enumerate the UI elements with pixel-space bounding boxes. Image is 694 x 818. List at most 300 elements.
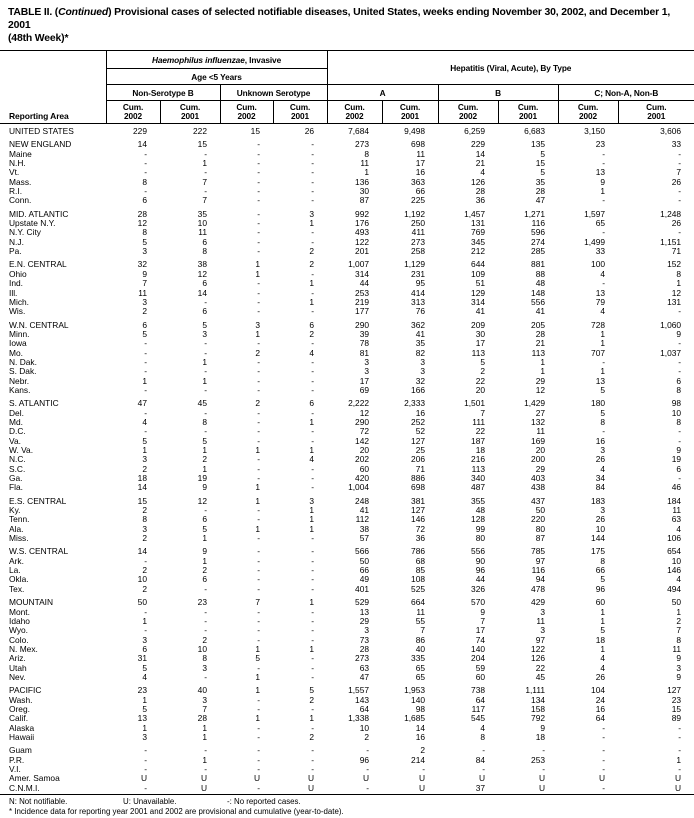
value-cell: 74 (475, 635, 486, 645)
value-cell: - (311, 723, 315, 733)
value-cell: 9 (600, 177, 606, 187)
value-cell: 32 (137, 259, 147, 270)
value-cell: - (204, 339, 207, 349)
value-cell: 98 (415, 704, 426, 714)
value-cell: U (307, 774, 315, 784)
table-row (0, 455, 694, 464)
value-cell: 1 (600, 367, 606, 377)
value-cell: 15 (197, 139, 207, 150)
value-cell: 222 (193, 126, 207, 136)
value-cell: 2 (309, 329, 315, 339)
value-cell: 11 (536, 616, 546, 626)
value-cell: 128 (471, 515, 486, 525)
reporting-area-cell: N.Y. City (9, 228, 41, 238)
value-cell: - (257, 515, 260, 525)
value-cell: 9 (540, 723, 546, 733)
value-cell: 290 (355, 417, 370, 427)
value-cell: - (311, 607, 315, 617)
reporting-area-cell: S. ATLANTIC (9, 398, 59, 409)
value-cell: 2 (142, 534, 147, 544)
value-cell: 1 (540, 357, 546, 367)
value-cell: 545 (471, 714, 486, 724)
value-cell: 3 (364, 626, 370, 636)
value-cell: 229 (133, 126, 147, 136)
value-cell: 12 (671, 288, 682, 298)
table-row (0, 367, 694, 376)
value-cell: - (311, 755, 315, 765)
value-cell: 32 (415, 376, 426, 386)
value-cell: 36 (415, 534, 426, 544)
value-cell: 1 (255, 259, 260, 270)
value-cell: 95 (415, 279, 426, 289)
value-cell: 1 (202, 556, 207, 566)
value-cell: - (257, 219, 260, 229)
value-cell: 35 (535, 177, 546, 187)
value-cell: 28 (535, 329, 546, 339)
value-cell: 2,222 (348, 398, 370, 409)
value-cell: 285 (531, 247, 546, 257)
value-cell: - (311, 168, 315, 178)
value-cell: 1 (202, 357, 207, 367)
value-cell: 1 (202, 446, 207, 455)
value-cell: 65 (415, 663, 426, 673)
value-cell: 8 (676, 269, 682, 279)
value-cell: - (257, 357, 260, 367)
value-cell: 39 (359, 329, 370, 339)
cum-year-header: Cum. 2001 (160, 101, 220, 124)
value-cell: 14 (137, 139, 147, 150)
value-cell: - (311, 436, 315, 446)
value-cell: 2 (309, 695, 315, 705)
reporting-area-cell: Vt. (9, 168, 20, 178)
value-cell: 290 (355, 319, 370, 330)
value-cell: 11 (360, 159, 370, 169)
table-header (0, 51, 694, 124)
value-cell: 785 (531, 546, 546, 557)
value-cell: - (311, 616, 315, 626)
value-cell: 596 (531, 228, 546, 238)
reporting-area-cell: N.J. (9, 237, 24, 247)
value-cell: 17 (359, 376, 370, 386)
value-cell: 9 (676, 446, 682, 455)
value-cell: 5 (309, 685, 315, 696)
table-row (0, 136, 694, 149)
value-cell: - (602, 196, 606, 206)
value-cell: 158 (531, 704, 546, 714)
value-cell: U (498, 784, 558, 795)
value-cell: 1 (309, 219, 315, 229)
value-cell: 6 (309, 319, 315, 330)
value-cell: 229 (471, 139, 486, 150)
value-cell: 1 (600, 616, 606, 626)
reporting-area-cell: Idaho (9, 616, 30, 626)
table-title (8, 6, 688, 45)
value-cell: - (602, 357, 606, 367)
value-cell: - (204, 348, 207, 358)
reporting-area-cell: NEW ENGLAND (9, 139, 72, 150)
value-cell: - (257, 455, 260, 465)
reporting-area-cell: Md. (9, 417, 23, 427)
value-cell: 4 (309, 455, 315, 465)
value-cell: 4 (142, 417, 147, 427)
table-row (0, 784, 694, 795)
value-cell: 71 (671, 247, 682, 257)
value-cell: 72 (415, 524, 426, 534)
value-cell: 1 (142, 616, 147, 626)
value-cell: 2 (142, 464, 147, 474)
value-cell: 9 (676, 329, 682, 339)
reporting-area-cell: Pa. (9, 247, 22, 257)
value-cell: 4 (600, 307, 606, 317)
value-cell: 15 (671, 704, 682, 714)
value-cell: 1 (202, 159, 207, 169)
value-cell: 401 (355, 584, 370, 594)
value-cell: 49 (359, 575, 370, 585)
value-cell: 140 (411, 695, 426, 705)
value-cell: - (678, 474, 682, 484)
cum-year-header: Cum. 2002 (327, 101, 382, 124)
value-cell: - (257, 408, 260, 418)
non-serotype-b-header: Non-Serotype B (106, 85, 220, 101)
reporting-area-cell: Guam (9, 745, 32, 756)
value-cell: 1,499 (584, 237, 606, 247)
value-cell: 30 (359, 187, 370, 197)
value-cell: 7 (420, 626, 426, 636)
value-cell: 664 (411, 597, 426, 608)
value-cell: 89 (671, 714, 682, 724)
reporting-area-cell: W. Va. (9, 446, 34, 455)
value-cell: 3 (142, 455, 147, 465)
value-cell: - (311, 654, 315, 664)
value-cell: 97 (535, 556, 546, 566)
value-cell: - (257, 376, 260, 386)
value-cell: 117 (471, 704, 486, 714)
value-cell: 26 (671, 177, 682, 187)
value-cell: 5 (540, 168, 546, 178)
value-cell: 131 (471, 219, 486, 229)
notifiable-diseases-table (0, 50, 694, 795)
value-cell: - (257, 723, 260, 733)
value-cell: 220 (531, 515, 546, 525)
value-cell: - (311, 288, 315, 298)
value-cell: 219 (355, 297, 370, 307)
value-cell: 769 (471, 228, 486, 238)
table-row (0, 506, 694, 515)
value-cell: 3 (364, 367, 370, 377)
value-cell: 2 (309, 732, 315, 742)
value-cell: 4 (480, 168, 486, 178)
value-cell: 1 (255, 446, 260, 455)
value-cell: U (362, 774, 370, 784)
reporting-area-cell: Maine (9, 149, 32, 159)
table-row (0, 279, 694, 288)
value-cell: - (602, 765, 606, 774)
value-cell: - (678, 196, 682, 206)
value-cell: 66 (359, 566, 370, 576)
value-cell: 3 (540, 626, 546, 636)
value-cell: 1,037 (660, 348, 682, 358)
table-row (0, 247, 694, 256)
cum-year-header: Cum. 2001 (498, 101, 558, 124)
value-cell: 1,007 (348, 259, 370, 270)
value-cell: 96 (595, 584, 606, 594)
value-cell: 728 (591, 319, 606, 330)
value-cell: - (204, 367, 207, 377)
value-cell: 1 (202, 464, 207, 474)
value-cell: 2 (364, 732, 370, 742)
reporting-area-cell: Ky. (9, 506, 21, 516)
value-cell: 9 (676, 654, 682, 664)
value-cell: 5 (600, 575, 606, 585)
value-cell: - (204, 408, 207, 418)
value-cell: 1,004 (348, 483, 370, 493)
table-row (0, 307, 694, 316)
value-cell: - (602, 279, 606, 289)
value-cell: 112 (355, 515, 370, 525)
value-cell: - (257, 436, 260, 446)
value-cell: - (257, 732, 260, 742)
table-row (0, 437, 694, 446)
value-cell: - (257, 635, 260, 645)
table-row (0, 636, 694, 645)
value-cell: 26 (671, 219, 682, 229)
value-cell: 18 (137, 474, 147, 484)
value-cell: 81 (359, 348, 370, 358)
value-cell: 3 (142, 247, 147, 257)
value-cell: 46 (671, 483, 682, 493)
value-cell: 94 (535, 575, 546, 585)
value-cell: 2 (142, 506, 147, 516)
value-cell: 2,333 (404, 398, 426, 409)
value-cell: 13 (137, 714, 147, 724)
value-cell: 1,457 (464, 208, 486, 219)
value-cell: - (257, 159, 260, 169)
value-cell: 13 (595, 288, 606, 298)
value-cell: 17 (475, 339, 486, 349)
value-cell: 3 (600, 506, 606, 516)
value-cell: - (257, 745, 260, 756)
value-cell: 14 (475, 149, 486, 159)
table-row (0, 765, 694, 774)
reporting-area-cell: Fla. (9, 483, 23, 493)
value-cell: 18 (535, 732, 546, 742)
value-cell: 35 (415, 339, 426, 349)
value-cell: - (257, 149, 260, 159)
value-cell: U (538, 774, 546, 784)
value-cell: - (311, 745, 315, 756)
value-cell: - (144, 626, 147, 636)
value-cell: - (257, 566, 260, 576)
value-cell: - (257, 575, 260, 585)
table-row (0, 733, 694, 742)
value-cell: 4 (600, 654, 606, 664)
table-row (0, 395, 694, 408)
value-cell: - (602, 149, 606, 159)
value-cell: - (311, 566, 315, 576)
value-cell: 4 (142, 672, 147, 682)
value-cell: U (382, 784, 438, 795)
value-cell: 10 (137, 575, 147, 585)
value-cell: 79 (595, 297, 606, 307)
table-row (0, 557, 694, 566)
value-cell: 12 (359, 408, 370, 418)
value-cell: 403 (531, 474, 546, 484)
value-cell: 11 (416, 149, 426, 159)
value-cell: 26 (595, 515, 606, 525)
value-cell: 47 (137, 398, 147, 409)
value-cell: 109 (471, 269, 486, 279)
value-cell: 2 (255, 348, 260, 358)
value-cell: 10 (197, 219, 207, 229)
value-cell: - (311, 663, 315, 673)
value-cell: 127 (667, 685, 682, 696)
value-cell: 1,685 (404, 714, 426, 724)
value-cell: - (257, 765, 260, 774)
value-cell: - (327, 784, 382, 795)
value-cell: - (257, 534, 260, 544)
value-cell: - (204, 427, 207, 437)
table-row (0, 575, 694, 584)
table-row (0, 409, 694, 418)
value-cell: - (257, 196, 260, 206)
value-cell: 1,111 (525, 685, 546, 696)
value-cell: 5 (202, 524, 207, 534)
value-cell: - (311, 385, 315, 395)
value-cell: 556 (471, 546, 486, 557)
value-cell: 122 (355, 237, 370, 247)
table-row (0, 682, 694, 695)
value-cell: 10 (595, 524, 606, 534)
value-cell: 78 (359, 339, 370, 349)
age-under5-header: Age <5 Years (106, 69, 327, 85)
reporting-area-cell: Colo. (9, 635, 29, 645)
value-cell: - (311, 474, 315, 484)
value-cell: 2 (255, 398, 260, 409)
value-cell: 136 (355, 177, 370, 187)
table-row (0, 756, 694, 765)
value-cell: - (311, 237, 315, 247)
value-cell: 40 (197, 685, 207, 696)
value-cell: 15 (250, 126, 260, 136)
value-cell: - (678, 307, 682, 317)
value-cell: 3 (420, 367, 426, 377)
value-cell: 52 (415, 427, 426, 437)
reporting-area-cell: W.S. CENTRAL (9, 546, 69, 557)
value-cell: 15 (137, 495, 147, 506)
reporting-area-cell: Ariz. (9, 654, 26, 664)
value-cell: - (204, 506, 207, 516)
reporting-area-cell: PACIFIC (9, 685, 42, 696)
table-row (0, 705, 694, 714)
value-cell: 48 (535, 279, 546, 289)
value-cell: 414 (411, 288, 426, 298)
value-cell: - (678, 159, 682, 169)
value-cell: 36 (475, 196, 486, 206)
value-cell: - (366, 745, 370, 756)
value-cell: 5 (142, 704, 147, 714)
value-cell: 7 (255, 597, 260, 608)
value-cell: 64 (595, 714, 606, 724)
reporting-area-cell: Mo. (9, 348, 23, 358)
value-cell: 10 (359, 723, 370, 733)
value-cell: - (144, 607, 147, 617)
value-cell: 2 (142, 566, 147, 576)
table-row (0, 187, 694, 196)
value-cell: 12 (197, 495, 207, 506)
value-cell: 8 (202, 247, 207, 257)
value-cell: - (602, 723, 606, 733)
reporting-area-cell: N. Mex. (9, 644, 38, 654)
value-cell: - (678, 765, 682, 774)
value-cell: 166 (411, 385, 426, 395)
value-cell: - (311, 339, 315, 349)
value-cell: - (311, 672, 315, 682)
value-cell: 363 (411, 177, 426, 187)
value-cell: 326 (471, 584, 486, 594)
value-cell: 50 (671, 597, 682, 608)
footnote-n: N: Not notifiable. (9, 797, 68, 807)
value-cell: 420 (355, 474, 370, 484)
value-cell: 6 (309, 398, 315, 409)
table-row (0, 645, 694, 654)
value-cell: 1,501 (464, 398, 486, 409)
value-cell: 29 (535, 376, 546, 386)
value-cell: 63 (671, 515, 682, 525)
value-cell: 273 (355, 654, 370, 664)
value-cell: - (257, 626, 260, 636)
value-cell: 29 (535, 464, 546, 474)
value-cell: - (204, 607, 207, 617)
value-cell: - (678, 228, 682, 238)
value-cell: - (257, 584, 260, 594)
value-cell: - (602, 427, 606, 437)
value-cell: 2 (480, 367, 486, 377)
value-cell: 5 (202, 319, 207, 330)
footnote-u: U: Unavailable. (123, 797, 177, 807)
value-cell: - (311, 149, 315, 159)
value-cell: 201 (355, 247, 370, 257)
value-cell: 1 (255, 644, 260, 654)
reporting-area-cell: Okla. (9, 575, 29, 585)
value-cell: - (257, 695, 260, 705)
value-cell: 11 (672, 644, 682, 654)
value-cell: 21 (535, 339, 546, 349)
value-cell: 313 (411, 297, 426, 307)
value-cell: 2 (676, 616, 682, 626)
value-cell: - (482, 765, 486, 774)
value-cell: 16 (415, 408, 426, 418)
value-cell: 9 (202, 483, 207, 493)
value-cell: 1 (309, 515, 315, 525)
value-cell: 792 (531, 714, 546, 724)
value-cell: 50 (359, 556, 370, 566)
value-cell: 6 (142, 196, 147, 206)
value-cell: - (257, 663, 260, 673)
value-cell: 9 (480, 607, 486, 617)
value-cell: 44 (475, 575, 486, 585)
value-cell: 18 (475, 446, 486, 455)
value-cell: 654 (667, 546, 682, 557)
value-cell: 97 (535, 635, 546, 645)
value-cell: 1,429 (524, 398, 546, 409)
value-cell: 698 (411, 483, 426, 493)
value-cell: 60 (595, 597, 606, 608)
reporting-area-cell: Upstate N.Y. (9, 219, 56, 229)
value-cell: 6,259 (464, 126, 486, 136)
value-cell: 992 (355, 208, 370, 219)
value-cell: 1,597 (584, 208, 606, 219)
value-cell: 16 (595, 436, 606, 446)
